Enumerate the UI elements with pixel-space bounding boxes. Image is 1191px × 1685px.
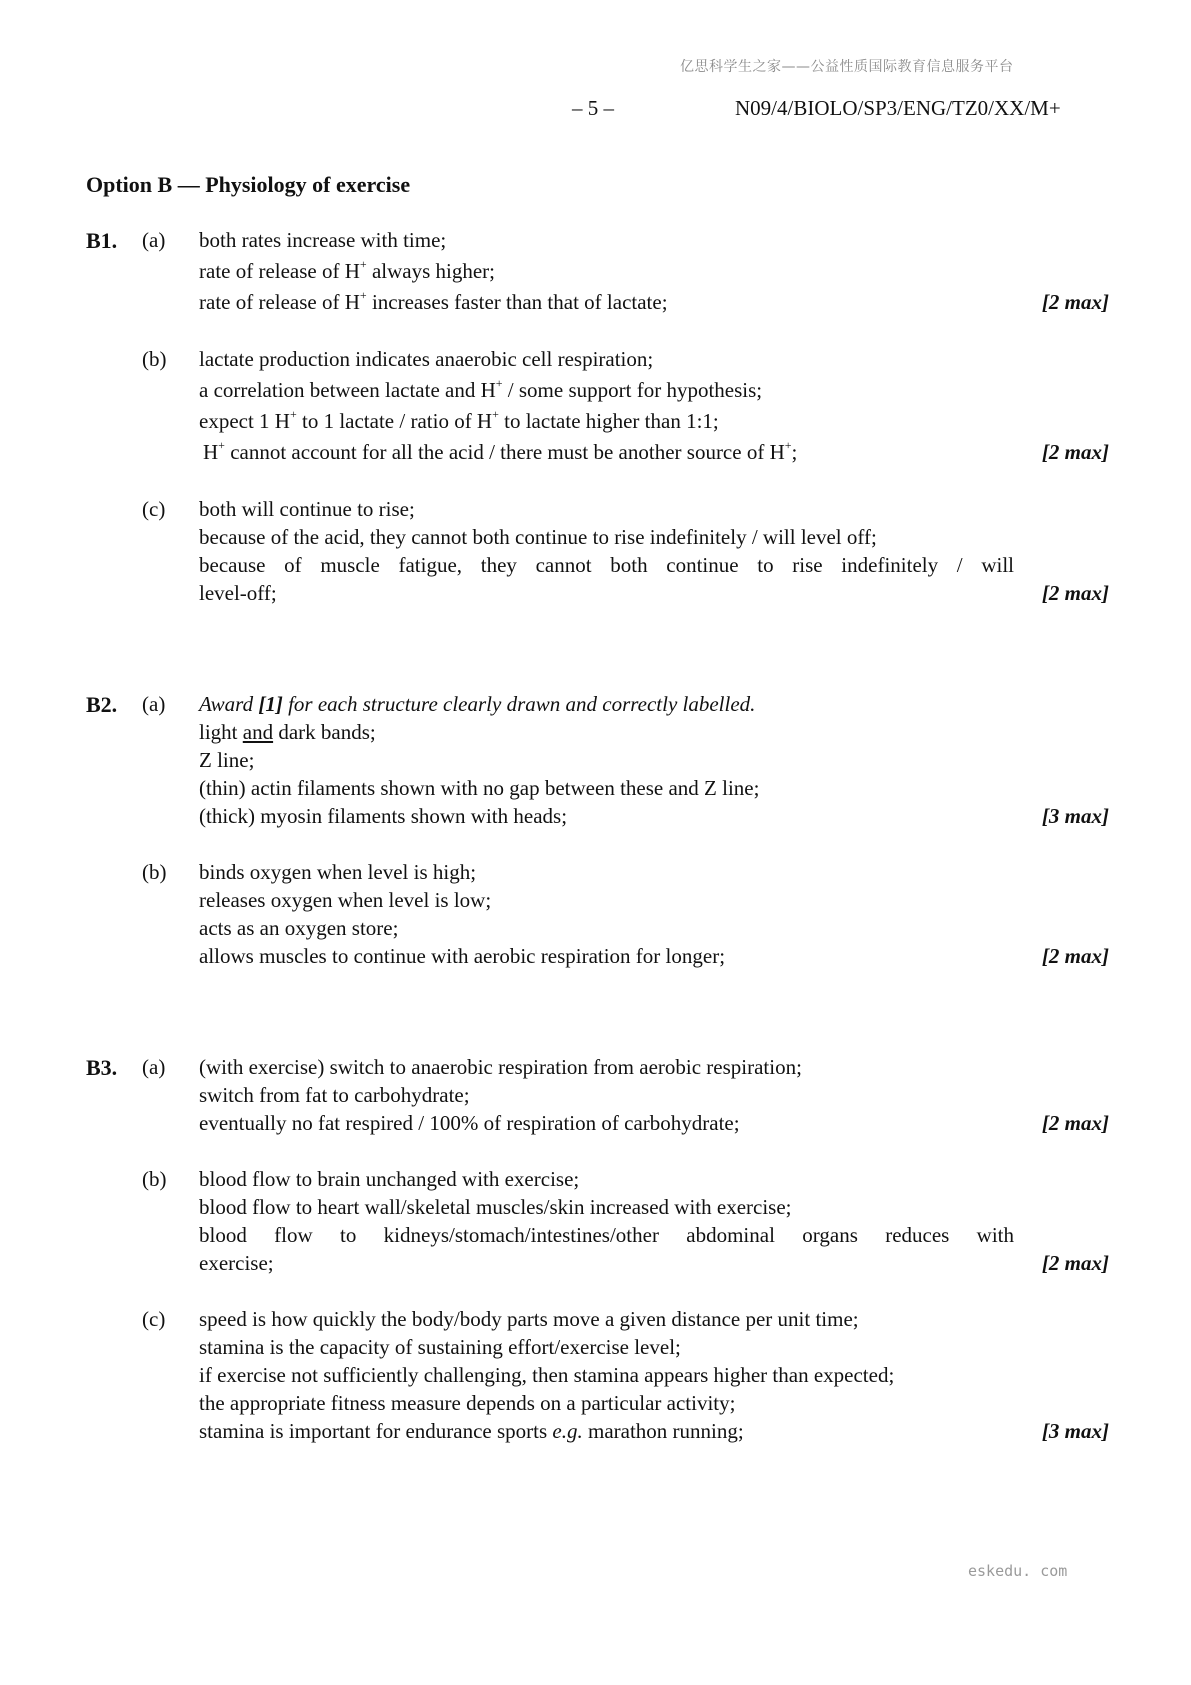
answer-line: H+ cannot account for all the acid / there must be another source of H+; xyxy=(203,438,798,464)
answer-line: switch from fat to carbohydrate; xyxy=(199,1083,470,1107)
question-number-b1: B1. xyxy=(86,228,118,253)
part-label-b3c: (c) xyxy=(142,1307,166,1331)
answer-line: stamina is the capacity of sustaining effort/exercise level; xyxy=(199,1335,681,1359)
answer-line: the appropriate fitness measure depends on a particular activity; xyxy=(199,1391,736,1415)
marks-b1a: [2 max] xyxy=(1041,290,1109,314)
answer-line: eventually no fat respired / 100% of respiration of carbohydrate; xyxy=(199,1111,740,1135)
answer-line: because of muscle fatigue, they cannot both continue to rise indefinitely / will xyxy=(199,553,1014,577)
answer-line: both rates increase with time; xyxy=(199,228,447,252)
part-label-b1c: (c) xyxy=(142,497,166,521)
part-label-b2a: (a) xyxy=(142,692,166,716)
paper-code: N09/4/BIOLO/SP3/ENG/TZ0/XX/M+ xyxy=(735,96,1061,120)
marking-instruction: Award [1] for each structure clearly drawn and correctly labelled. xyxy=(199,692,756,716)
answer-line: releases oxygen when level is low; xyxy=(199,888,492,912)
answer-line: a correlation between lactate and H+ / some support for hypothesis; xyxy=(199,376,763,402)
answer-line: acts as an oxygen store; xyxy=(199,916,399,940)
answer-line: binds oxygen when level is high; xyxy=(199,860,477,884)
answer-line: speed is how quickly the body/body parts move a given distance per unit time; xyxy=(199,1307,859,1331)
answer-line: stamina is important for endurance sports e.g. marathon running; xyxy=(199,1419,744,1443)
question-number-b2: B2. xyxy=(86,692,118,717)
answer-line: (thick) myosin filaments shown with heads; xyxy=(199,804,568,828)
watermark-top: 亿思科学生之家——公益性质国际教育信息服务平台 xyxy=(680,59,1014,75)
marks-b3c: [3 max] xyxy=(1041,1419,1109,1443)
marks-b1b: [2 max] xyxy=(1041,440,1109,464)
answer-line: expect 1 H+ to 1 lactate / ratio of H+ to lactate higher than 1:1; xyxy=(199,407,719,433)
answer-line: lactate production indicates anaerobic cell respiration; xyxy=(199,347,654,371)
part-label-b2b: (b) xyxy=(142,860,167,884)
marks-b2b: [2 max] xyxy=(1041,944,1109,968)
part-label-b3a: (a) xyxy=(142,1055,166,1079)
marks-b2a: [3 max] xyxy=(1041,804,1109,828)
answer-line: blood flow to kidneys/stomach/intestines/other abdominal organs reduces with xyxy=(199,1223,1014,1247)
question-number-b3: B3. xyxy=(86,1055,118,1080)
answer-line: (with exercise) switch to anaerobic respiration from aerobic respiration; xyxy=(199,1055,802,1079)
answer-line: Z line; xyxy=(199,748,255,772)
answer-line: rate of release of H+ increases faster than that of lactate; xyxy=(199,288,668,314)
part-label-b1b: (b) xyxy=(142,347,167,371)
answer-line: level-off; xyxy=(199,581,277,605)
watermark-bottom: eskedu. com xyxy=(968,1562,1068,1580)
answer-line: blood flow to brain unchanged with exercise; xyxy=(199,1167,580,1191)
answer-line: if exercise not sufficiently challenging, then stamina appears higher than expected; xyxy=(199,1363,895,1387)
marks-b3b: [2 max] xyxy=(1041,1251,1109,1275)
part-label-b1a: (a) xyxy=(142,228,166,252)
answer-line: blood flow to heart wall/skeletal muscles/skin increased with exercise; xyxy=(199,1195,792,1219)
answer-line: allows muscles to continue with aerobic respiration for longer; xyxy=(199,944,726,968)
answer-line: because of the acid, they cannot both continue to rise indefinitely / will level off; xyxy=(199,525,877,549)
answer-line: exercise; xyxy=(199,1251,274,1275)
answer-line: rate of release of H+ always higher; xyxy=(199,257,495,283)
answer-line: both will continue to rise; xyxy=(199,497,415,521)
marks-b3a: [2 max] xyxy=(1041,1111,1109,1135)
option-title: Option B — Physiology of exercise xyxy=(86,172,411,197)
part-label-b3b: (b) xyxy=(142,1167,167,1191)
answer-line: (thin) actin filaments shown with no gap between these and Z line; xyxy=(199,776,760,800)
page-number: – 5 – xyxy=(572,96,614,120)
marks-b1c: [2 max] xyxy=(1041,581,1109,605)
answer-line: light and dark bands; xyxy=(199,720,376,744)
